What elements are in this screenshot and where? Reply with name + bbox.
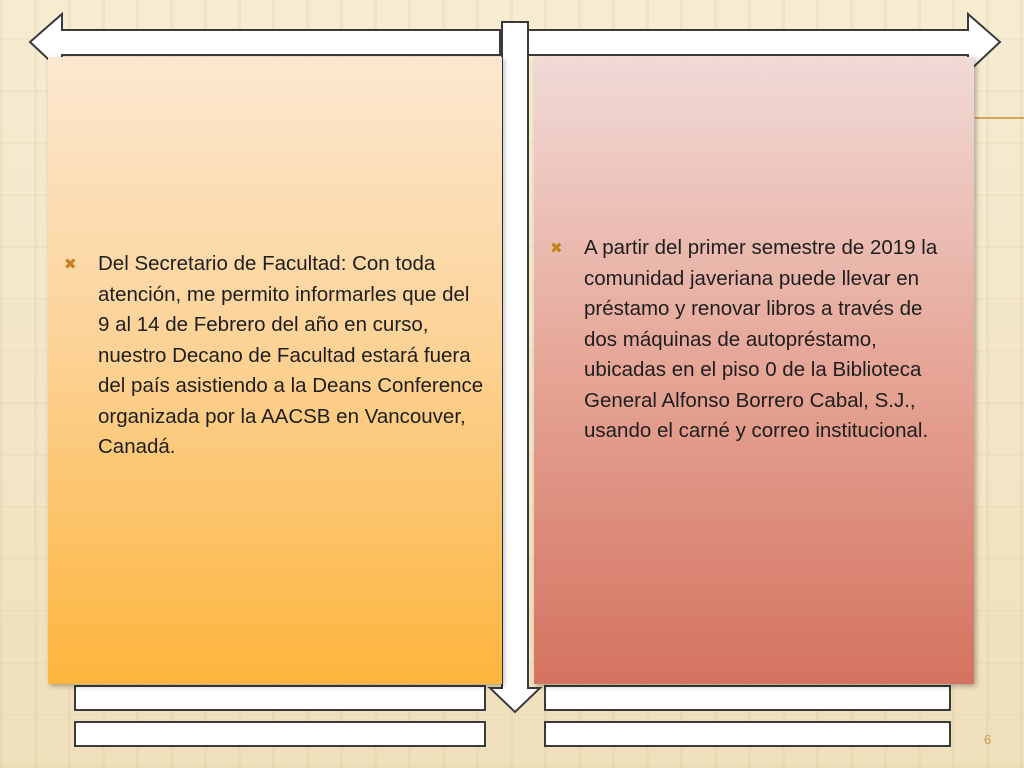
- right-bullet-text: A partir del primer semestre de 2019 la comunidad javeriana puede llevar en préstamo y renovar libros a través de dos máquinas de autopréstamo, ubicadas en el piso 0 de la Biblioteca General Alfonso Borrero Cabal, S.J., usando el carné y correo institucional.: [584, 236, 938, 442]
- left-bullet-text: Del Secretario de Facultad: Con toda atención, me permito informarles que del 9 al 14 de Febrero del año en curso, nuestro Decano de Facultad estará fuera del país asistiendo a la Deans Conference organizada por la AACSB en Vancouver, Canadá.: [98, 252, 484, 458]
- left-bullet-item: [64, 249, 484, 463]
- right-content-panel: [534, 57, 974, 684]
- bottom-box-right-2: [545, 722, 950, 746]
- right-bullet-item: [550, 233, 960, 447]
- x-mark-bullet-icon: ✖: [64, 256, 77, 273]
- bottom-box-right-1: [545, 686, 950, 710]
- bottom-box-left-2: [75, 722, 485, 746]
- x-mark-bullet-icon: ✖: [550, 240, 563, 257]
- left-content-panel: [48, 57, 502, 684]
- page-number: 6: [984, 732, 992, 747]
- bottom-box-left-1: [75, 686, 485, 710]
